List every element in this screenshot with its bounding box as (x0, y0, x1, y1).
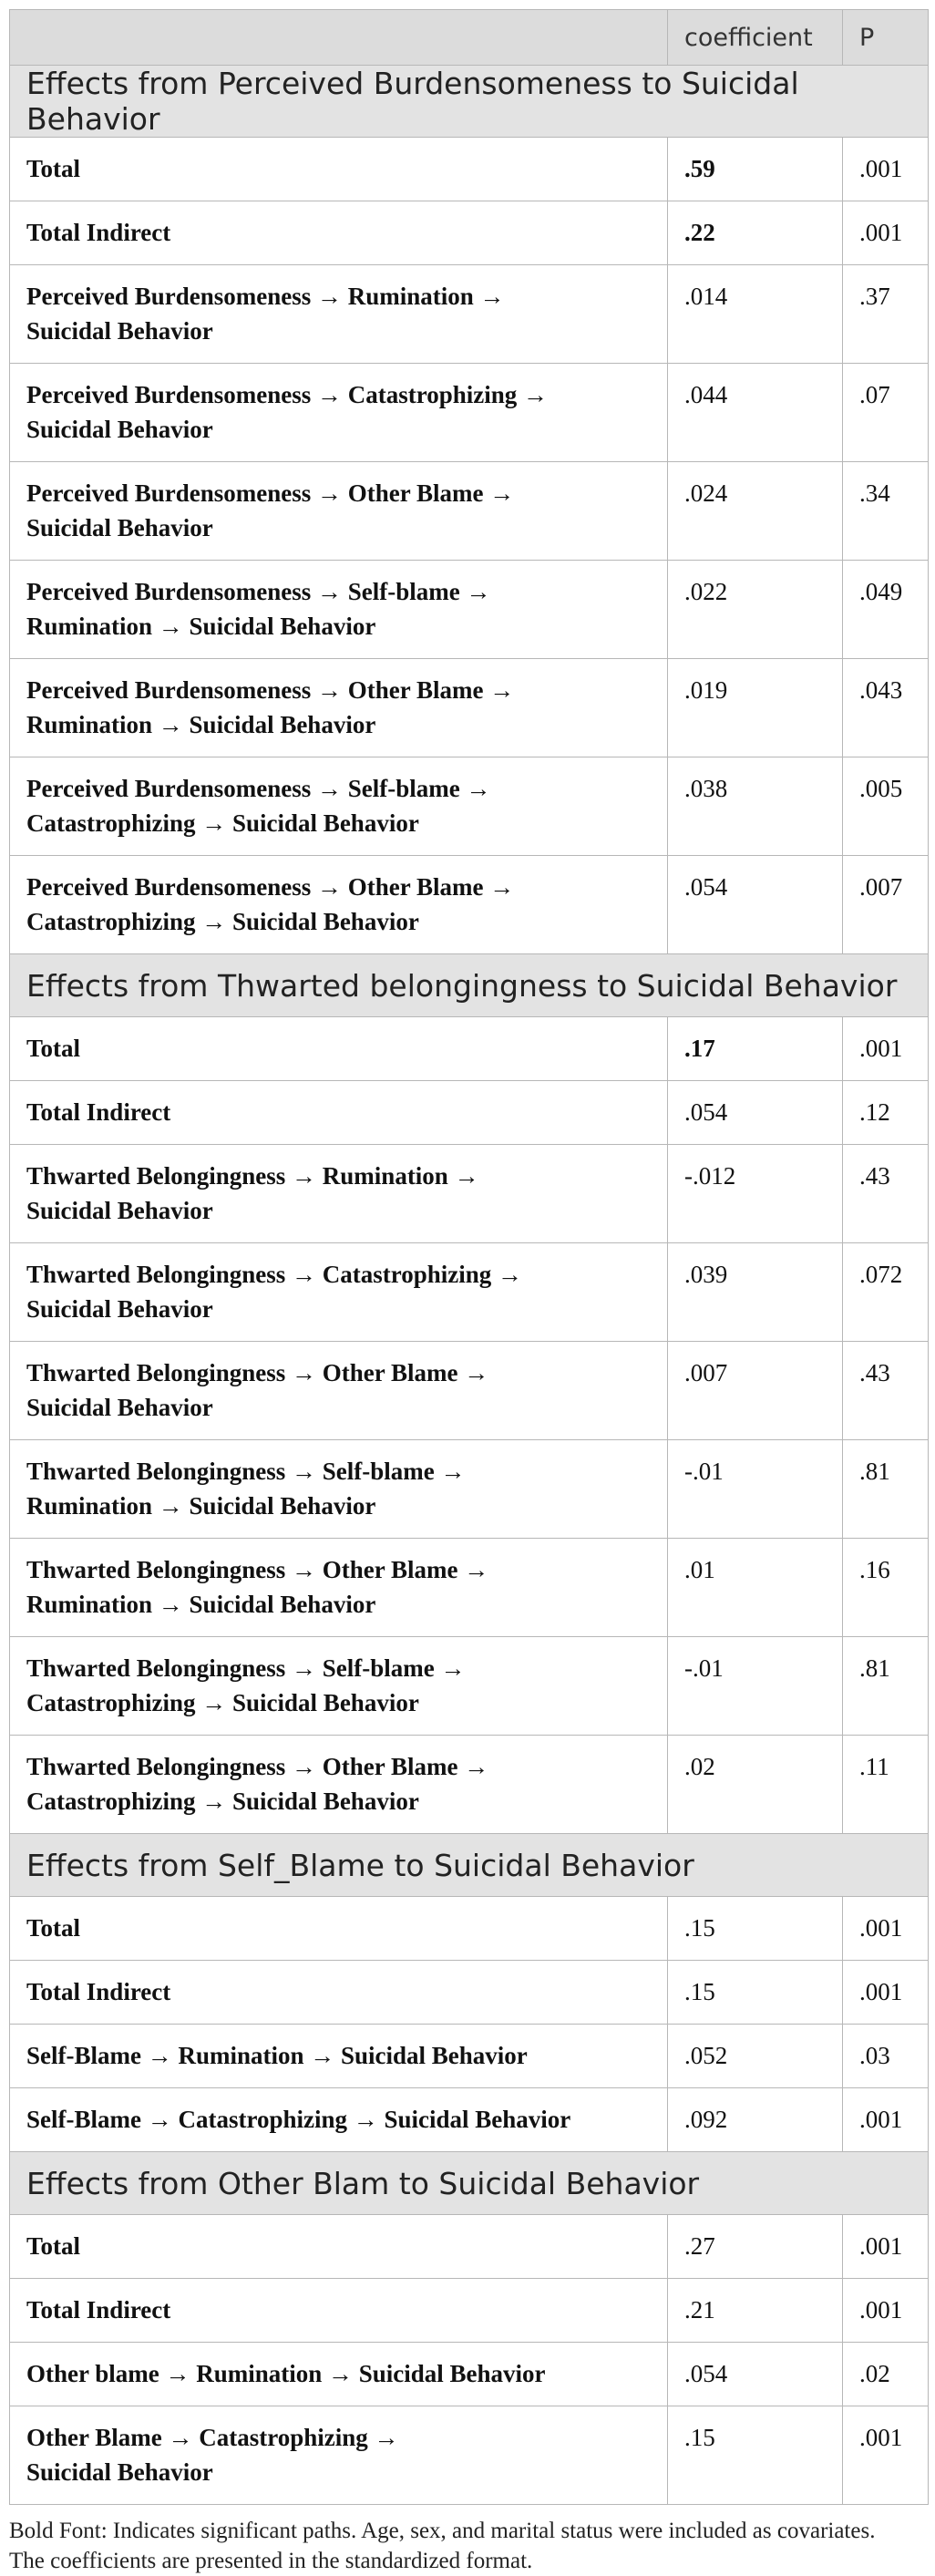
footnote-line-1: Bold Font: Indicates significant paths. Age, sex, and marital status were included as covariates. (9, 2519, 876, 2543)
p-value-cell: .12 (843, 1081, 929, 1145)
p-value-cell: .001 (843, 1017, 929, 1081)
header-p: P (843, 10, 929, 66)
row-label-line-2: Suicidal Behavior (26, 1295, 213, 1323)
p-value-cell: .072 (843, 1243, 929, 1342)
table-row (10, 1145, 929, 1243)
p-value-cell: .81 (843, 1440, 929, 1539)
row-label-line-2: Catastrophizing → Suicidal Behavior (26, 809, 419, 837)
row-label (10, 1342, 668, 1440)
coefficient-cell: .038 (668, 757, 843, 856)
coefficient-cell: -.012 (668, 1145, 843, 1243)
p-value-cell: .81 (843, 1637, 929, 1736)
coefficient-cell: -.01 (668, 1637, 843, 1736)
row-label: Other blame → Rumination → Suicidal Behavior (10, 2343, 668, 2406)
row-label-line-1: Perceived Burdensomeness → Rumination → (26, 283, 505, 310)
row-label-line-1: Perceived Burdensomeness → Other Blame → (26, 676, 515, 704)
section-header-row (10, 2152, 929, 2215)
p-value-cell: .03 (843, 2025, 929, 2088)
row-label (10, 1145, 668, 1243)
table-row (10, 265, 929, 364)
coefficient-cell: .02 (668, 1736, 843, 1834)
section-title: Effects from Perceived Burdensomeness to Suicidal Behavior (10, 66, 929, 138)
row-label (10, 1440, 668, 1539)
p-value-cell: .001 (843, 138, 929, 201)
p-value-cell: .11 (843, 1736, 929, 1834)
row-label: Total (10, 1897, 668, 1961)
row-label: Total Indirect (10, 1961, 668, 2025)
row-label-line-1: Thwarted Belongingness → Self-blame → (26, 1458, 466, 1485)
section-title: Effects from Thwarted belongingness to Suicidal Behavior (10, 954, 929, 1017)
header-coefficient: coefficient (668, 10, 843, 66)
coefficient-cell: .092 (668, 2088, 843, 2152)
table-row (10, 1637, 929, 1736)
table-row (10, 659, 929, 757)
table-row (10, 1243, 929, 1342)
row-label: Self-Blame → Rumination → Suicidal Behavior (10, 2025, 668, 2088)
row-label (10, 1539, 668, 1637)
row-label-line-1: Perceived Burdensomeness → Self-blame → (26, 578, 491, 605)
row-label-line-1: Thwarted Belongingness → Rumination → (26, 1162, 479, 1190)
table-row (10, 201, 929, 265)
row-label (10, 364, 668, 462)
header-label-cell (10, 10, 668, 66)
row-label: Total (10, 138, 668, 201)
coefficient-cell: .59 (668, 138, 843, 201)
table-row (10, 1017, 929, 1081)
mediation-effects-table (9, 9, 929, 2505)
coefficient-cell: .27 (668, 2215, 843, 2279)
coefficient-cell: .01 (668, 1539, 843, 1637)
coefficient-cell: .044 (668, 364, 843, 462)
row-label (10, 561, 668, 659)
coefficient-cell: .17 (668, 1017, 843, 1081)
table-row (10, 561, 929, 659)
row-label-line-2: Suicidal Behavior (26, 416, 213, 443)
table-row (10, 1897, 929, 1961)
row-label: Total Indirect (10, 1081, 668, 1145)
row-label-line-1: Other Blame → Catastrophizing → (26, 2424, 399, 2451)
coefficient-cell: .014 (668, 265, 843, 364)
footnote-line-2: The coefficients are presented in the standardized format. (9, 2549, 533, 2573)
coefficient-cell: .024 (668, 462, 843, 561)
row-label (10, 2406, 668, 2505)
coefficient-cell: .054 (668, 856, 843, 954)
table-row (10, 2215, 929, 2279)
row-label-line-1: Thwarted Belongingness → Other Blame → (26, 1753, 489, 1780)
row-label-line-1: Thwarted Belongingness → Other Blame → (26, 1556, 489, 1583)
p-value-cell: .001 (843, 1897, 929, 1961)
row-label-line-1: Thwarted Belongingness → Catastrophizing → (26, 1261, 523, 1288)
p-value-cell: .43 (843, 1342, 929, 1440)
row-label (10, 1736, 668, 1834)
coefficient-cell: .054 (668, 2343, 843, 2406)
row-label-line-2: Suicidal Behavior (26, 1197, 213, 1224)
row-label: Total (10, 1017, 668, 1081)
section-header-row (10, 66, 929, 138)
row-label: Total (10, 2215, 668, 2279)
table-row (10, 1736, 929, 1834)
row-label-line-1: Thwarted Belongingness → Self-blame → (26, 1654, 466, 1682)
table-row (10, 364, 929, 462)
p-value-cell: .07 (843, 364, 929, 462)
p-value-cell: .001 (843, 1961, 929, 2025)
row-label (10, 1243, 668, 1342)
row-label (10, 659, 668, 757)
row-label (10, 856, 668, 954)
coefficient-cell: .007 (668, 1342, 843, 1440)
p-value-cell: .34 (843, 462, 929, 561)
p-value-cell: .001 (843, 2279, 929, 2343)
row-label-line-2: Suicidal Behavior (26, 2458, 213, 2486)
p-value-cell: .02 (843, 2343, 929, 2406)
table-row (10, 757, 929, 856)
row-label (10, 1637, 668, 1736)
row-label-line-2: Suicidal Behavior (26, 514, 213, 541)
table-row (10, 2406, 929, 2505)
table-footnote (9, 2516, 928, 2576)
section-title: Effects from Other Blam to Suicidal Behavior (10, 2152, 929, 2215)
p-value-cell: .37 (843, 265, 929, 364)
coefficient-cell: .15 (668, 2406, 843, 2505)
p-value-cell: .001 (843, 2406, 929, 2505)
row-label-line-1: Perceived Burdensomeness → Self-blame → (26, 775, 491, 802)
p-value-cell: .43 (843, 1145, 929, 1243)
table-row (10, 2343, 929, 2406)
table-row (10, 462, 929, 561)
table-body (10, 66, 929, 2505)
p-value-cell: .049 (843, 561, 929, 659)
row-label-line-2: Rumination → Suicidal Behavior (26, 613, 376, 640)
p-value-cell: .043 (843, 659, 929, 757)
table-row (10, 2025, 929, 2088)
table-header-row (10, 10, 929, 66)
row-label-line-1: Perceived Burdensomeness → Other Blame → (26, 479, 515, 507)
row-label-line-2: Catastrophizing → Suicidal Behavior (26, 1788, 419, 1815)
coefficient-cell: .22 (668, 201, 843, 265)
row-label (10, 265, 668, 364)
coefficient-cell: .15 (668, 1961, 843, 2025)
table-row (10, 2088, 929, 2152)
row-label (10, 757, 668, 856)
table-row (10, 1342, 929, 1440)
table-row (10, 138, 929, 201)
row-label: Total Indirect (10, 201, 668, 265)
table-row (10, 2279, 929, 2343)
row-label-line-1: Thwarted Belongingness → Other Blame → (26, 1359, 489, 1386)
coefficient-cell: .039 (668, 1243, 843, 1342)
row-label-line-2: Suicidal Behavior (26, 1394, 213, 1421)
row-label-line-2: Catastrophizing → Suicidal Behavior (26, 1689, 419, 1716)
p-value-cell: .16 (843, 1539, 929, 1637)
results-table-container (9, 9, 928, 2576)
p-value-cell: .001 (843, 201, 929, 265)
row-label-line-2: Suicidal Behavior (26, 317, 213, 345)
row-label-line-2: Catastrophizing → Suicidal Behavior (26, 908, 419, 935)
section-header-row (10, 954, 929, 1017)
table-row (10, 1961, 929, 2025)
coefficient-cell: .15 (668, 1897, 843, 1961)
row-label-line-1: Perceived Burdensomeness → Other Blame → (26, 873, 515, 901)
p-value-cell: .001 (843, 2215, 929, 2279)
row-label: Self-Blame → Catastrophizing → Suicidal Behavior (10, 2088, 668, 2152)
table-row (10, 1539, 929, 1637)
coefficient-cell: -.01 (668, 1440, 843, 1539)
coefficient-cell: .022 (668, 561, 843, 659)
table-row (10, 1440, 929, 1539)
row-label-line-2: Rumination → Suicidal Behavior (26, 1492, 376, 1520)
coefficient-cell: .054 (668, 1081, 843, 1145)
p-value-cell: .007 (843, 856, 929, 954)
table-row (10, 856, 929, 954)
row-label (10, 462, 668, 561)
row-label: Total Indirect (10, 2279, 668, 2343)
row-label-line-1: Perceived Burdensomeness → Catastrophizing → (26, 381, 548, 408)
coefficient-cell: .019 (668, 659, 843, 757)
coefficient-cell: .052 (668, 2025, 843, 2088)
section-title: Effects from Self_Blame to Suicidal Behavior (10, 1834, 929, 1897)
p-value-cell: .005 (843, 757, 929, 856)
row-label-line-2: Rumination → Suicidal Behavior (26, 1591, 376, 1618)
table-row (10, 1081, 929, 1145)
p-value-cell: .001 (843, 2088, 929, 2152)
row-label-line-2: Rumination → Suicidal Behavior (26, 711, 376, 738)
coefficient-cell: .21 (668, 2279, 843, 2343)
section-header-row (10, 1834, 929, 1897)
